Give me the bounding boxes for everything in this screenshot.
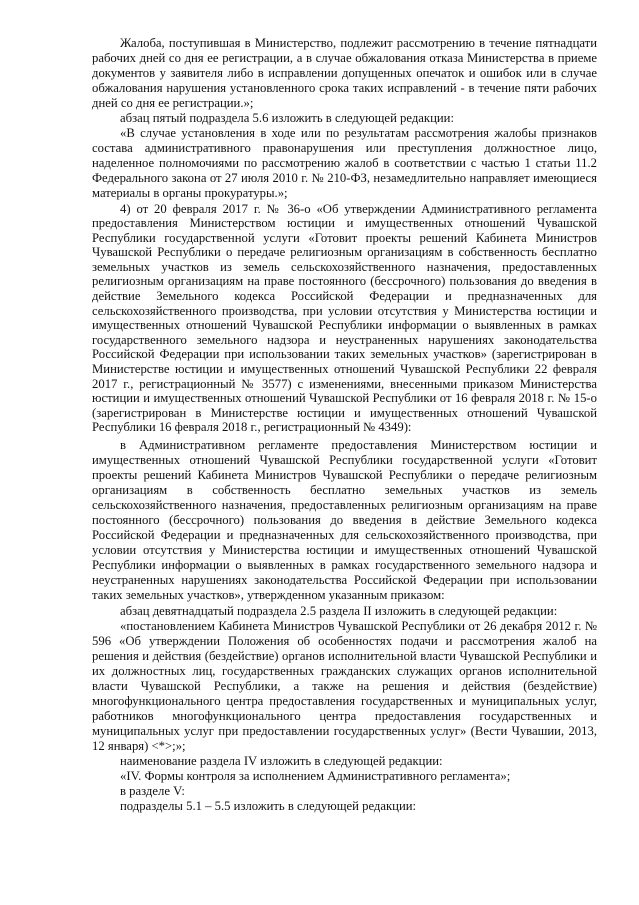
paragraph-subsections-5-1-5-5: подразделы 5.1 – 5.5 изложить в следующей редакции: xyxy=(120,799,417,814)
paragraph-item-4: 4) от 20 февраля 2017 г. № 36-о «Об утверждении Административного регламента предоставления Министерством юстиции и имущественных отношений Чувашской Республики государственной услуги «Готовит проекты решений Кабинета Министров Чувашской Республики о передаче религиозным организациям в собственность бесплатно земельных участков из земель сельскохозяйственного назначения, предоставленных религиозным организациям на праве постоянного (бессрочного) пользования до введения в действие Земельного кодекса Российской Федерации и предназначенных для сельскохозяйственного производства, при условии отсутствия у Министерства юстиции и имущественных отношений Чувашской Республики информации о выявленных в рамках государственного земельного надзора и неустраненных нарушениях законодательства Российской Федерации при использовании таких земельных участков» (зарегистрирован в Министерстве юстиции и имущественных отношений Чувашской Республики 22 февраля 2017 г., регистрационный № 3577) с изменениями, внесенными приказом Министерства юстиции и имущественных отношений Чувашской Республики от 16 февраля 2018 г. № 15-о (зарегистрирован в Министерстве юстиции и имущественных отношений Чувашской Республики 16 февраля 2018 г., регистрационный № 4349): xyxy=(92,201,597,435)
paragraph-section-4-title: «IV. Формы контроля за исполнением Административного регламента»; xyxy=(120,769,511,784)
paragraph-regulation-ref: в Административном регламенте предоставления Министерством юстиции и имущественных отношений Чувашской Республики государственной услуги «Готовит проекты решений Кабинета Министров Чувашской Республики о передаче религиозным организациям в собственность бесплатно земельных участков из земель сельскохозяйственного назначения, предоставленных религиозным организациям на праве постоянного (бессрочного) пользования до введения в действие Земельного кодекса Российской Федерации и предназначенных для сельскохозяйственного производства, при условии отсутствия у Министерства юстиции и имущественных отношений Чувашской Республики информации о выявленных в рамках государственного земельного надзора и неустраненных нарушениях законодательства Российской Федерации при использовании таких земельных участков», утвержденном указанным приказом: xyxy=(92,438,597,603)
paragraph-complaint-term: Жалоба, поступившая в Министерство, подлежит рассмотрению в течение пятнадцати рабочих дней со дня ее регистрации, а в случае обжалования отказа Министерства в приеме документов у заявителя либо в исправлении допущенных опечаток и ошибок или в случае обжалования нарушения установленного срока таких исправлений - в течение пяти рабочих дней со дня ее регистрации.»; xyxy=(92,36,597,111)
paragraph-section-4-intro: наименование раздела IV изложить в следующей редакции: xyxy=(120,754,443,768)
paragraph-section-5-6-intro: абзац пятый подраздела 5.6 изложить в следующей редакции: xyxy=(120,111,454,126)
paragraph-section-2-5-text: «постановлением Кабинета Министров Чувашской Республики от 26 декабря 2012 г. № 596 «Об утверждении Положения об особенностях подачи и рассмотрения жалоб на решения и действия (бездействие) органов исполнительной власти Чувашской Республики и их должностных лиц, государственных гражданских служащих органов исполнительной власти Чувашской Республики, а также на решения и действия (бездействие) многофункционального центра предоставления государственных и муниципальных услуг, работников многофункционального центра предоставления государственных и муниципальных услуг при предоставлении государственных услуг» (Вести Чувашии, 2013, 12 января) <*>;»; xyxy=(92,618,597,753)
paragraph-section-5-intro: в разделе V: xyxy=(120,784,185,799)
paragraph-section-5-6-text: «В случае установления в ходе или по результатам рассмотрения жалобы признаков состава административного правонарушения или преступления должностное лицо, наделенное полномочиями по рассмотрению жалоб в соответствии с частью 1 статьи 11.2 Федерального закона от 27 июля 2010 г. № 210-ФЗ, незамедлительно направляет имеющиеся материалы в органы прокуратуры.»; xyxy=(92,126,597,201)
document-page xyxy=(92,36,597,814)
paragraph-section-2-5-intro: абзац девятнадцатый подраздела 2.5 раздела II изложить в следующей редакции: xyxy=(120,603,558,618)
